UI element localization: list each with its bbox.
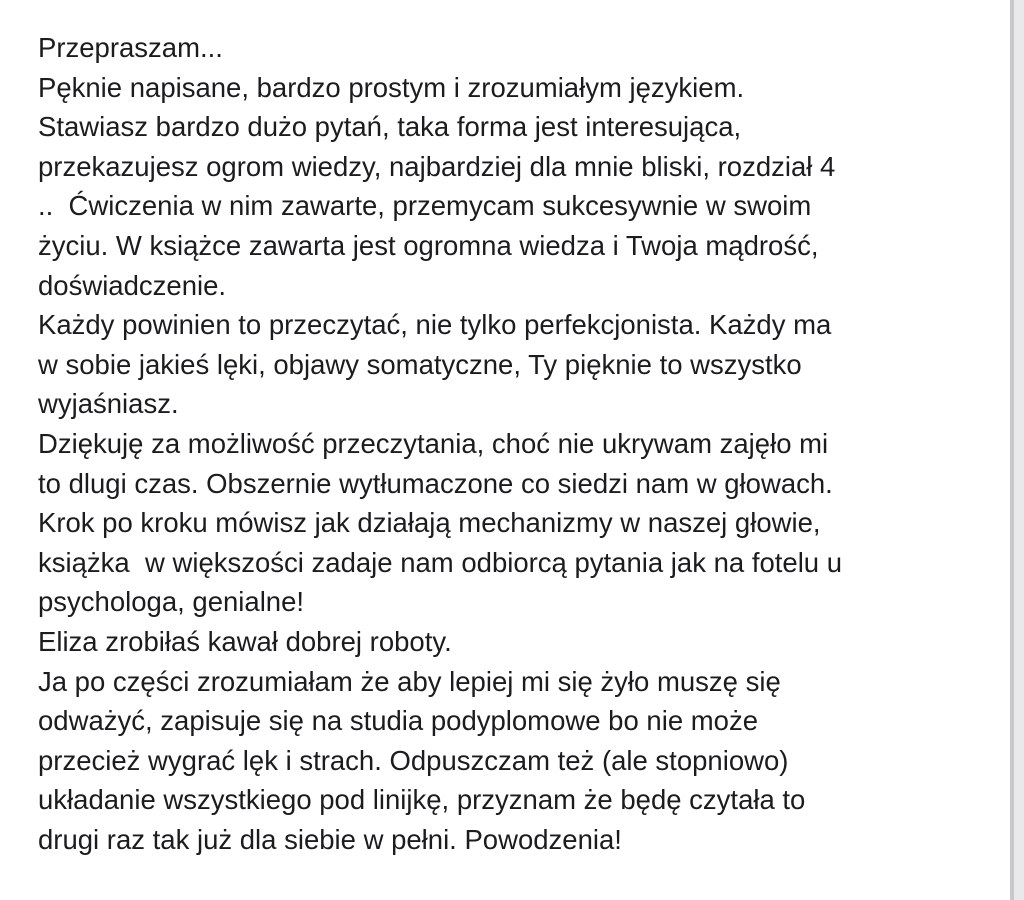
message-line: w sobie jakieś lęki, objawy somatyczne, Ty pięknie to wszystko [38,348,802,380]
message-line: odważyć, zapisuje się na studia podyplomowe bo nie może [38,705,758,737]
message-line: to dlugi czas. Obszernie wytłumaczone co siedzi nam w głowach. [38,467,833,499]
message-line: układanie wszystkiego pod linijkę, przyznam że będę czytała to [38,784,806,816]
message-line: Eliza zrobiłaś kawał dobrej roboty. [38,625,452,657]
message-line: Ja po części zrozumiałam że aby lepiej mi się żyło muszę się [38,665,781,697]
message-line: psychologa, genialne! [38,586,305,618]
message-line: Pęknie napisane, bardzo prostym i zrozumiałym językiem. [38,71,745,103]
message-line: Przepraszam... [38,32,223,63]
message-line: Dziękuję za możliwość przeczytania, choć nie ukrywam zajęło mi [38,427,829,459]
message-line: Krok po kroku mówisz jak działają mechanizmy w naszej głowie, [38,507,821,539]
message-line: wyjaśniasz. [38,388,179,420]
message-text [38,28,1003,859]
message-line: doświadczenie. [38,269,227,301]
message-line: Stawiasz bardzo dużo pytań, taka forma jest interesująca, [38,111,742,143]
scrollbar-thumb[interactable] [1010,0,1014,900]
message-line: życiu. W książce zawarta jest ogromna wiedza i Twoja mądrość, [38,229,819,261]
message-line: Każdy powinien to przeczytać, nie tylko perfekcjonista. Każdy ma [38,309,832,341]
message-line: drugi raz tak już dla siebie w pełni. Powodzenia! [38,823,622,855]
scrollbar-track[interactable] [1010,0,1024,900]
message-line: .. Ćwiczenia w nim zawarte, przemycam sukcesywnie w swoim [38,190,812,222]
message-line: przecież wygrać lęk i strach. Odpuszczam też (ale stopniowo) [38,744,789,776]
message-line: przekazujesz ogrom wiedzy, najbardziej dla mnie bliski, rozdział 4 [38,150,836,182]
message-line: książka w większości zadaje nam odbiorcą pytania jak na fotelu u [38,546,843,578]
